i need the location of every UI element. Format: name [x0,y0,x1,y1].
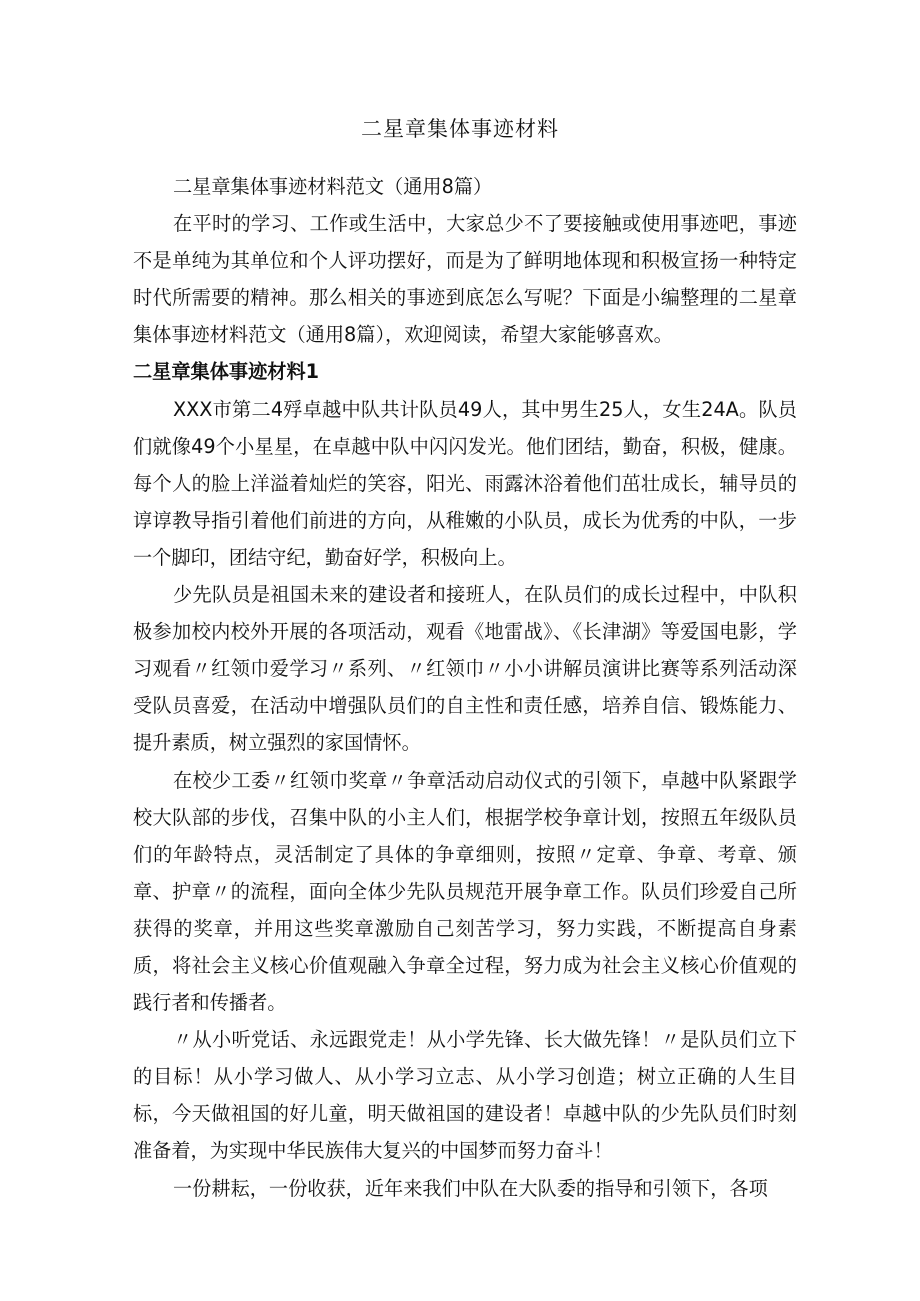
section-heading: 二星章集体事迹材料1 [133,360,320,384]
body-paragraph: 〃从小听党话、永远跟党走！从小学先锋、长大做先锋！〃是队员们立下的目标！从小学习做人、从小学习立志、从小学习创造；树立正确的人生目标，今天做祖国的好儿童，明天做祖国的建设者！卓越中队的少先队员们时刻准备着，为实现中华民族伟大复兴的中国梦而努力奋斗！ [133,1028,797,1163]
body-paragraph: XXX市第二4殍卓越中队共计队员49人，其中男生25人，女生24A。队员们就像49个小星星，在卓越中队中闪闪发光。他们团结，勤奋，积极，健康。每个人的脸上洋溢着灿烂的笑容，阳光、雨露沐浴着他们茁壮成长，辅导员的谆谆教导指引着他们前进的方向，从稚嫩的小队员，成长为优秀的中队，一步一个脚印，团结守纪，勤奋好学，积极向上。 [133,397,797,569]
document-body [133,168,797,1207]
body-paragraph: 少先队员是祖国未来的建设者和接班人，在队员们的成长过程中，中队积极参加校内校外开展的各项活动，观看《地雷战》、《长津湖》等爱国电影，学习观看〃红领巾爱学习〃系列、〃红领巾〃小小讲解员演讲比赛等系列活动深受队员喜爱，在活动中增强队员们的自主性和责任感，培养自信、锻炼能力、提升素质，树立强烈的家国情怀。 [133,583,797,755]
body-paragraph: 一份耕耘，一份收获，近年来我们中队在大队委的指导和引领下，各项 [173,1176,768,1200]
body-paragraph: 在校少工委〃红领巾奖章〃争章活动启动仪式的引领下，卓越中队紧跟学校大队部的步伐，召集中队的小主人们，根据学校争章计划，按照五年级队员们的年龄特点，灵活制定了具体的争章细则，按照〃定章、争章、考章、颁章、护章〃的流程，面向全体少先队员规范开展争章工作。队员们珍爱自己所获得的奖章，并用这些奖章激励自己刻苦学习，努力实践，不断提高自身素质，将社会主义核心价值观融入争章全过程，努力成为社会主义核心价值观的践行者和传播者。 [133,768,797,1015]
document-title: 二星章集体事迹材料 [361,117,559,141]
document-subtitle: 二星章集体事迹材料范文（通用8篇） [173,175,493,198]
intro-paragraph: 在平时的学习、工作或生活中，大家总少不了要接触或使用事迹吧，事迹不是单纯为其单位和个人评功摆好，而是为了鲜明地体现和积极宣扬一种特定时代所需要的精神。那么相关的事迹到底怎么写呢？下面是小编整理的二星章集体事迹材料范文（通用8篇），欢迎阅读，希望大家能够喜欢。 [133,212,797,347]
